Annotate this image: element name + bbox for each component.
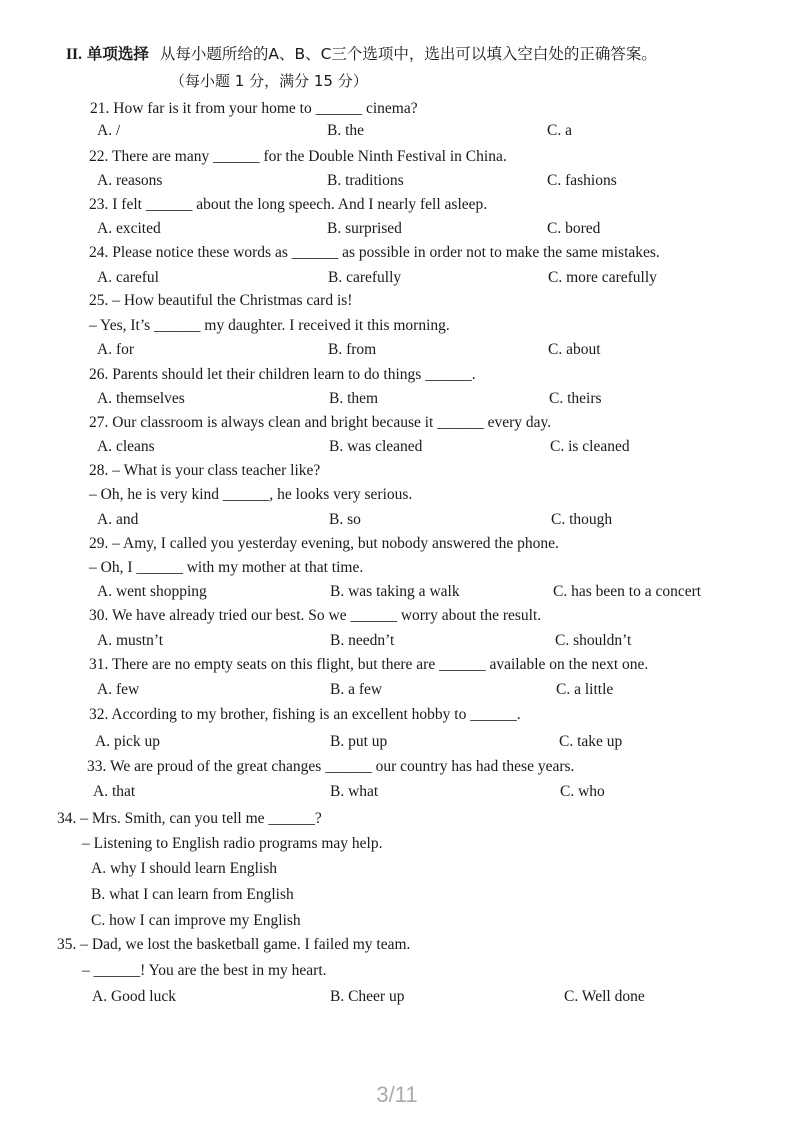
section-instruction: 从每小题所给的A、B、C三个选项中，选出可以填入空白处的正确答案。: [159, 45, 657, 63]
answer-option: B. what I can learn from English: [91, 886, 294, 903]
answer-option: B. Cheer up: [330, 988, 405, 1005]
answer-option: C. about: [548, 341, 601, 358]
answer-option: A. reasons: [97, 172, 163, 189]
answer-option: B. from: [328, 341, 377, 358]
section-title: 单项选择: [86, 45, 149, 63]
answer-option: A. cleans: [97, 438, 155, 455]
answer-option: A. excited: [97, 220, 161, 237]
answer-option: B. what: [330, 783, 379, 800]
answer-option: C. how I can improve my English: [91, 912, 301, 929]
answer-option: A. themselves: [97, 390, 185, 407]
answer-option: C. more carefully: [548, 269, 657, 286]
answer-option: A. and: [97, 511, 139, 528]
answer-option: C. take up: [559, 733, 623, 750]
section-number: II.: [66, 46, 82, 63]
answer-option: B. traditions: [327, 172, 404, 189]
answer-option: A. mustn’t: [97, 632, 164, 649]
question-dialogue-line: – Listening to English radio programs may help.: [82, 835, 383, 852]
answer-option: A. pick up: [95, 733, 161, 750]
answer-option: B. them: [329, 390, 379, 407]
answer-option: A. /: [97, 122, 121, 139]
answer-option: C. though: [551, 511, 613, 528]
answer-option: B. carefully: [328, 269, 402, 286]
answer-option: B. needn’t: [330, 632, 395, 649]
question-stem: 25. – How beautiful the Christmas card is!: [89, 292, 353, 309]
question-stem: 31. There are no empty seats on this flight, but there are ______ available on the next one.: [89, 656, 649, 673]
answer-option: A. careful: [97, 269, 159, 286]
question-stem: 35. – Dad, we lost the basketball game. I failed my team.: [57, 936, 411, 953]
question-stem: 28. – What is your class teacher like?: [89, 462, 321, 479]
answer-option: C. Well done: [564, 988, 645, 1005]
answer-option: A. why I should learn English: [91, 860, 277, 877]
answer-option: B. was cleaned: [329, 438, 423, 455]
answer-option: C. a little: [556, 681, 614, 698]
answer-option: A. few: [97, 681, 140, 698]
answer-option: A. went shopping: [97, 583, 207, 600]
answer-option: C. a: [547, 122, 572, 139]
question-dialogue-line: – Oh, I ______ with my mother at that time.: [89, 559, 364, 576]
answer-option: C. is cleaned: [550, 438, 630, 455]
answer-option: A. Good luck: [92, 988, 176, 1005]
answer-option: C. who: [560, 783, 605, 800]
question-stem: 23. I felt ______ about the long speech. And I nearly fell asleep.: [89, 196, 488, 213]
question-stem: 27. Our classroom is always clean and bright because it ______ every day.: [89, 414, 552, 431]
answer-option: C. shouldn’t: [555, 632, 632, 649]
answer-option: B. put up: [330, 733, 388, 750]
question-stem: 33. We are proud of the great changes ______ our country has had these years.: [87, 758, 575, 775]
question-stem: 24. Please notice these words as ______ as possible in order not to make the same mistakes.: [89, 244, 660, 261]
answer-option: A. for: [97, 341, 135, 358]
answer-option: C. bored: [547, 220, 601, 237]
question-stem: 26. Parents should let their children learn to do things ______.: [89, 366, 476, 383]
question-dialogue-line: – ______! You are the best in my heart.: [82, 962, 327, 979]
answer-option: C. has been to a concert: [553, 583, 702, 600]
section-header: [66, 42, 657, 64]
answer-option: B. the: [327, 122, 365, 139]
question-dialogue-line: – Yes, It’s ______ my daughter. I received it this morning.: [89, 317, 450, 334]
question-stem: 30. We have already tried our best. So we ______ worry about the result.: [89, 607, 542, 624]
question-dialogue-line: – Oh, he is very kind ______, he looks very serious.: [89, 486, 413, 503]
answer-option: B. was taking a walk: [330, 583, 460, 600]
answer-option: B. a few: [330, 681, 383, 698]
page-indicator: 3/11: [376, 1082, 418, 1107]
section-scoring: （每小题 1 分，满分 15 分）: [170, 72, 368, 90]
question-stem: 32. According to my brother, fishing is an excellent hobby to ______.: [89, 706, 521, 723]
answer-option: C. theirs: [549, 390, 602, 407]
answer-option: A. that: [93, 783, 136, 800]
answer-option: C. fashions: [547, 172, 617, 189]
answer-option: B. surprised: [327, 220, 402, 237]
question-stem: 29. – Amy, I called you yesterday evening, but nobody answered the phone.: [89, 535, 559, 552]
answer-option: B. so: [329, 511, 361, 528]
question-stem: 34. – Mrs. Smith, can you tell me ______?: [57, 810, 322, 827]
question-stem: 21. How far is it from your home to ______ cinema?: [90, 100, 418, 117]
question-stem: 22. There are many ______ for the Double Ninth Festival in China.: [89, 148, 507, 165]
